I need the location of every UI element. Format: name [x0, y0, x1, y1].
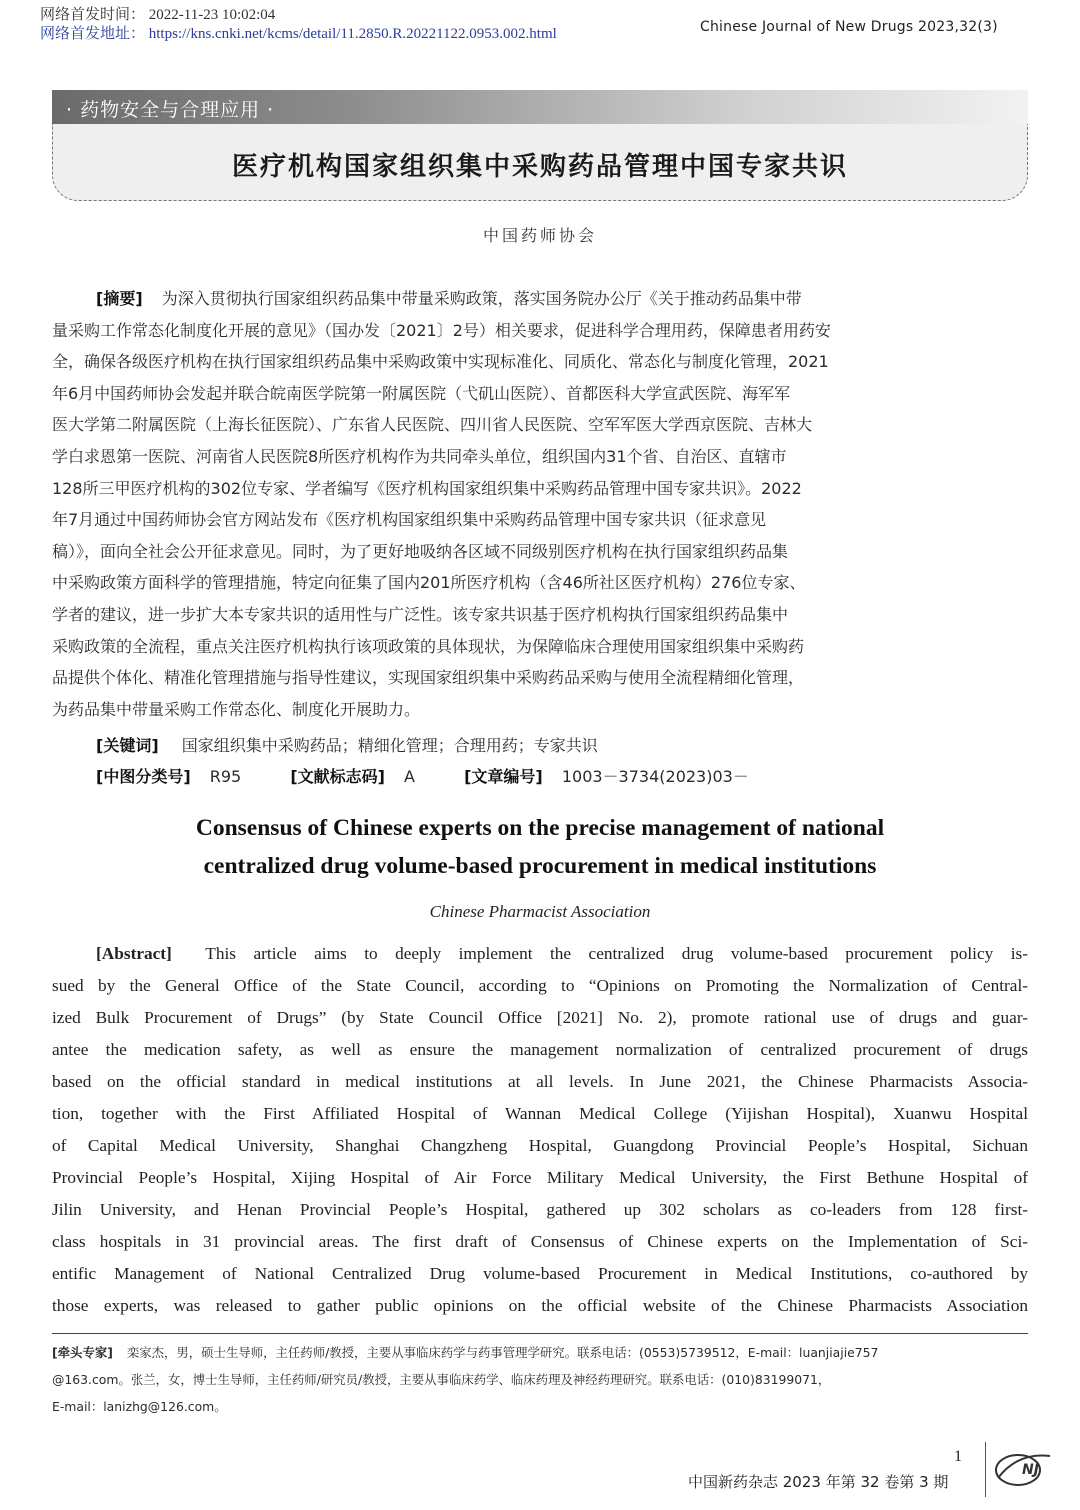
abstract-cn-line: 品提供个体化、精准化管理措施与指导性建议，实现国家组织集中采购药品采购与使用全流程精细化管理， — [52, 668, 805, 688]
footnote-rule — [52, 1333, 1028, 1334]
doc-code-label: [文献标志码] — [290, 767, 385, 786]
abstract-en-line: antee the medication safety, as well as ensure the management normalization of centralized procurement of drugs — [52, 1040, 1028, 1059]
article-no-value: 1003－3734(2023)03－ — [561, 767, 749, 786]
keywords-label: [关键词] — [96, 736, 159, 755]
journal-logo-icon — [992, 1448, 1058, 1488]
article-title-en-line1: Consensus of Chinese experts on the precise management of national — [195, 815, 885, 841]
journal-logo-graphic — [992, 1448, 1058, 1488]
article-no-label: [文章编号] — [464, 767, 543, 786]
footer-divider — [985, 1442, 986, 1497]
abstract-cn-line: 学者的建议，进一步扩大本专家共识的适用性与广泛性。该专家共识基于医疗机构执行国家组织药品集中 — [52, 604, 789, 624]
abstract-en-line: of Capital Medical University, Shanghai Changzheng Hospital, Guangdong Provincial People’s Hospital, Sichuan — [52, 1136, 1028, 1155]
abstract-cn — [52, 286, 1028, 728]
abstract-en-line: entific Management of National Centralized Drug volume-based Procurement in Medical Institutions, co-authored by — [52, 1264, 1028, 1283]
online-pub-address-label: 网络首发地址： — [40, 26, 146, 42]
online-pub-address — [40, 25, 557, 43]
abstract-en-line: Jilin University, and Henan Provincial People’s Hospital, gathered up 302 scholars as co-leaders from 128 first- — [52, 1200, 1028, 1219]
online-pub-address-link[interactable]: https://kns.cnki.net/kcms/detail/11.2850.R.20221122.0953.002.html — [148, 26, 557, 42]
abstract-cn-label: [摘要] — [96, 289, 143, 308]
abstract-cn-line: 采购政策的全流程，重点关注医疗机构执行该项政策的具体现状，为保障临床合理使用国家组织集中采购药 — [52, 636, 805, 656]
abstract-en-line: Provincial People’s Hospital, Xijing Hospital of Air Force Military Medical University, the First Bethune Hospital of — [52, 1168, 1028, 1187]
clc-label: [中图分类号] — [96, 767, 191, 786]
abstract-cn-line: [摘要] 为深入贯彻执行国家组织药品集中带量采购政策，落实国务院办公厅《关于推动药品集中带 — [96, 289, 802, 308]
journal-issue-cn: 中国新药杂志 2023 年第 32 卷第 3 期 — [688, 1473, 949, 1491]
author-cn: 中国药师协会 — [482, 226, 597, 245]
abstract-cn-line: 学白求恩第一医院、河南省人民医院8所医疗机构作为共同牵头单位，组织国内31个省、自治区、直辖市 — [52, 446, 787, 466]
abstract-cn-line: 稿）》，面向全社会公开征求意见。同时，为了更好地吸纳各区域不同级别医疗机构在执行国家组织药品集 — [52, 541, 789, 561]
abstract-cn-line: 为药品集中带量采购工作常态化、制度化开展助力。 — [52, 699, 421, 719]
classification-row — [96, 764, 749, 787]
keywords-row — [96, 733, 598, 756]
abstract-en-line: sued by the General Office of the State Council, according to “Opinions on Promoting the Normalization of Central- — [52, 976, 1028, 995]
clc-value: R95 — [209, 767, 242, 786]
footnote-line: @163.com。张兰，女，博士生导师，主任药师/研究员/教授，主要从事临床药学、临床药理及神经药理研究。联系电话：(010)83199071， — [52, 1372, 831, 1387]
article-title-en-line2: centralized drug volume-based procurement in medical institutions — [203, 853, 877, 879]
abstract-en-line: ized Bulk Procurement of Drugs” (by State Council Office [2021] No. 2), promote rational use of drugs and guar- — [52, 1008, 1028, 1027]
page-number: 1 — [954, 1448, 962, 1465]
abstract-cn-line: 年6月中国药师协会发起并联合皖南医学院第一附属医院（弋矶山医院）、首都医科大学宣武医院、海军军 — [52, 383, 791, 403]
abstract-cn-line: 量采购工作常态化制度化开展的意见》（国办发〔2021〕2号）相关要求，促进科学合理用药，保障患者用药安 — [52, 320, 831, 340]
section-label: · 药物安全与合理应用 · — [66, 99, 275, 121]
abstract-en-label: [Abstract] — [96, 944, 172, 963]
abstract-en-line: those experts, was released to gather public opinions on the official website of the Chinese Pharmacists Association — [52, 1296, 1028, 1315]
keywords-value: 国家组织集中采购药品；精细化管理；合理用药；专家共识 — [181, 736, 598, 755]
abstract-en-line: tion, together with the First Affiliated Hospital of Wannan Medical College (Yijishan Hospital), Xuanwu Hospital — [52, 1104, 1028, 1123]
footnote-line: [牵头专家] 栾家杰，男，硕士生导师，主任药师/教授，主要从事临床药学与药事管理学研究。联系电话：(0553)5739512，E-mail：luanjiajie757 — [52, 1345, 879, 1360]
svg-text:NJ: NJ — [1022, 1462, 1039, 1478]
abstract-cn-line: 中采购政策方面科学的管理措施，特定向征集了国内201所医疗机构（含46所社区医疗机构）276位专家、 — [52, 573, 806, 593]
abstract-en-line: based on the official standard in medical institutions at all levels. In June 2021, the Chinese Pharmacists Associa- — [52, 1072, 1028, 1091]
abstract-cn-line: 128所三甲医疗机构的302位专家、学者编写《医疗机构国家组织集中采购药品管理中国专家共识》。2022 — [52, 478, 802, 498]
doc-code-value: A — [404, 767, 415, 786]
footnote-label: [牵头专家] — [52, 1345, 113, 1360]
abstract-cn-line: 医大学第二附属医院（上海长征医院）、广东省人民医院、四川省人民医院、空军军医大学西京医院、吉林大 — [52, 415, 813, 435]
article-title-cn: 医疗机构国家组织集中采购药品管理中国专家共识 — [231, 152, 848, 182]
abstract-cn-line: 全，确保各级医疗机构在执行国家组织药品集中采购政策中实现标准化、同质化、常态化与制度化管理，2021 — [52, 352, 829, 372]
abstract-en-line: [Abstract] This article aims to deeply implement the centralized drug volume-based procurement policy is- — [96, 944, 1029, 963]
online-pub-time-value: 2022-11-23 10:02:04 — [148, 7, 276, 23]
abstract-en-line: class hospitals in 31 provincial areas. The first draft of Consensus of Chinese experts on the Implementation of Sci- — [52, 1232, 1028, 1251]
footnote-line: E-mail：lanizhg@126.com。 — [52, 1399, 227, 1414]
online-pub-time-label: 网络首发时间： — [40, 7, 146, 23]
author-en: Chinese Pharmacist Association — [429, 902, 651, 921]
online-pub-time — [40, 6, 275, 24]
abstract-cn-line: 年7月通过中国药师协会官方网站发布《医疗机构国家组织集中采购药品管理中国专家共识（征求意见 — [52, 510, 767, 530]
journal-reference: Chinese Journal of New Drugs 2023,32(3) — [700, 19, 998, 35]
